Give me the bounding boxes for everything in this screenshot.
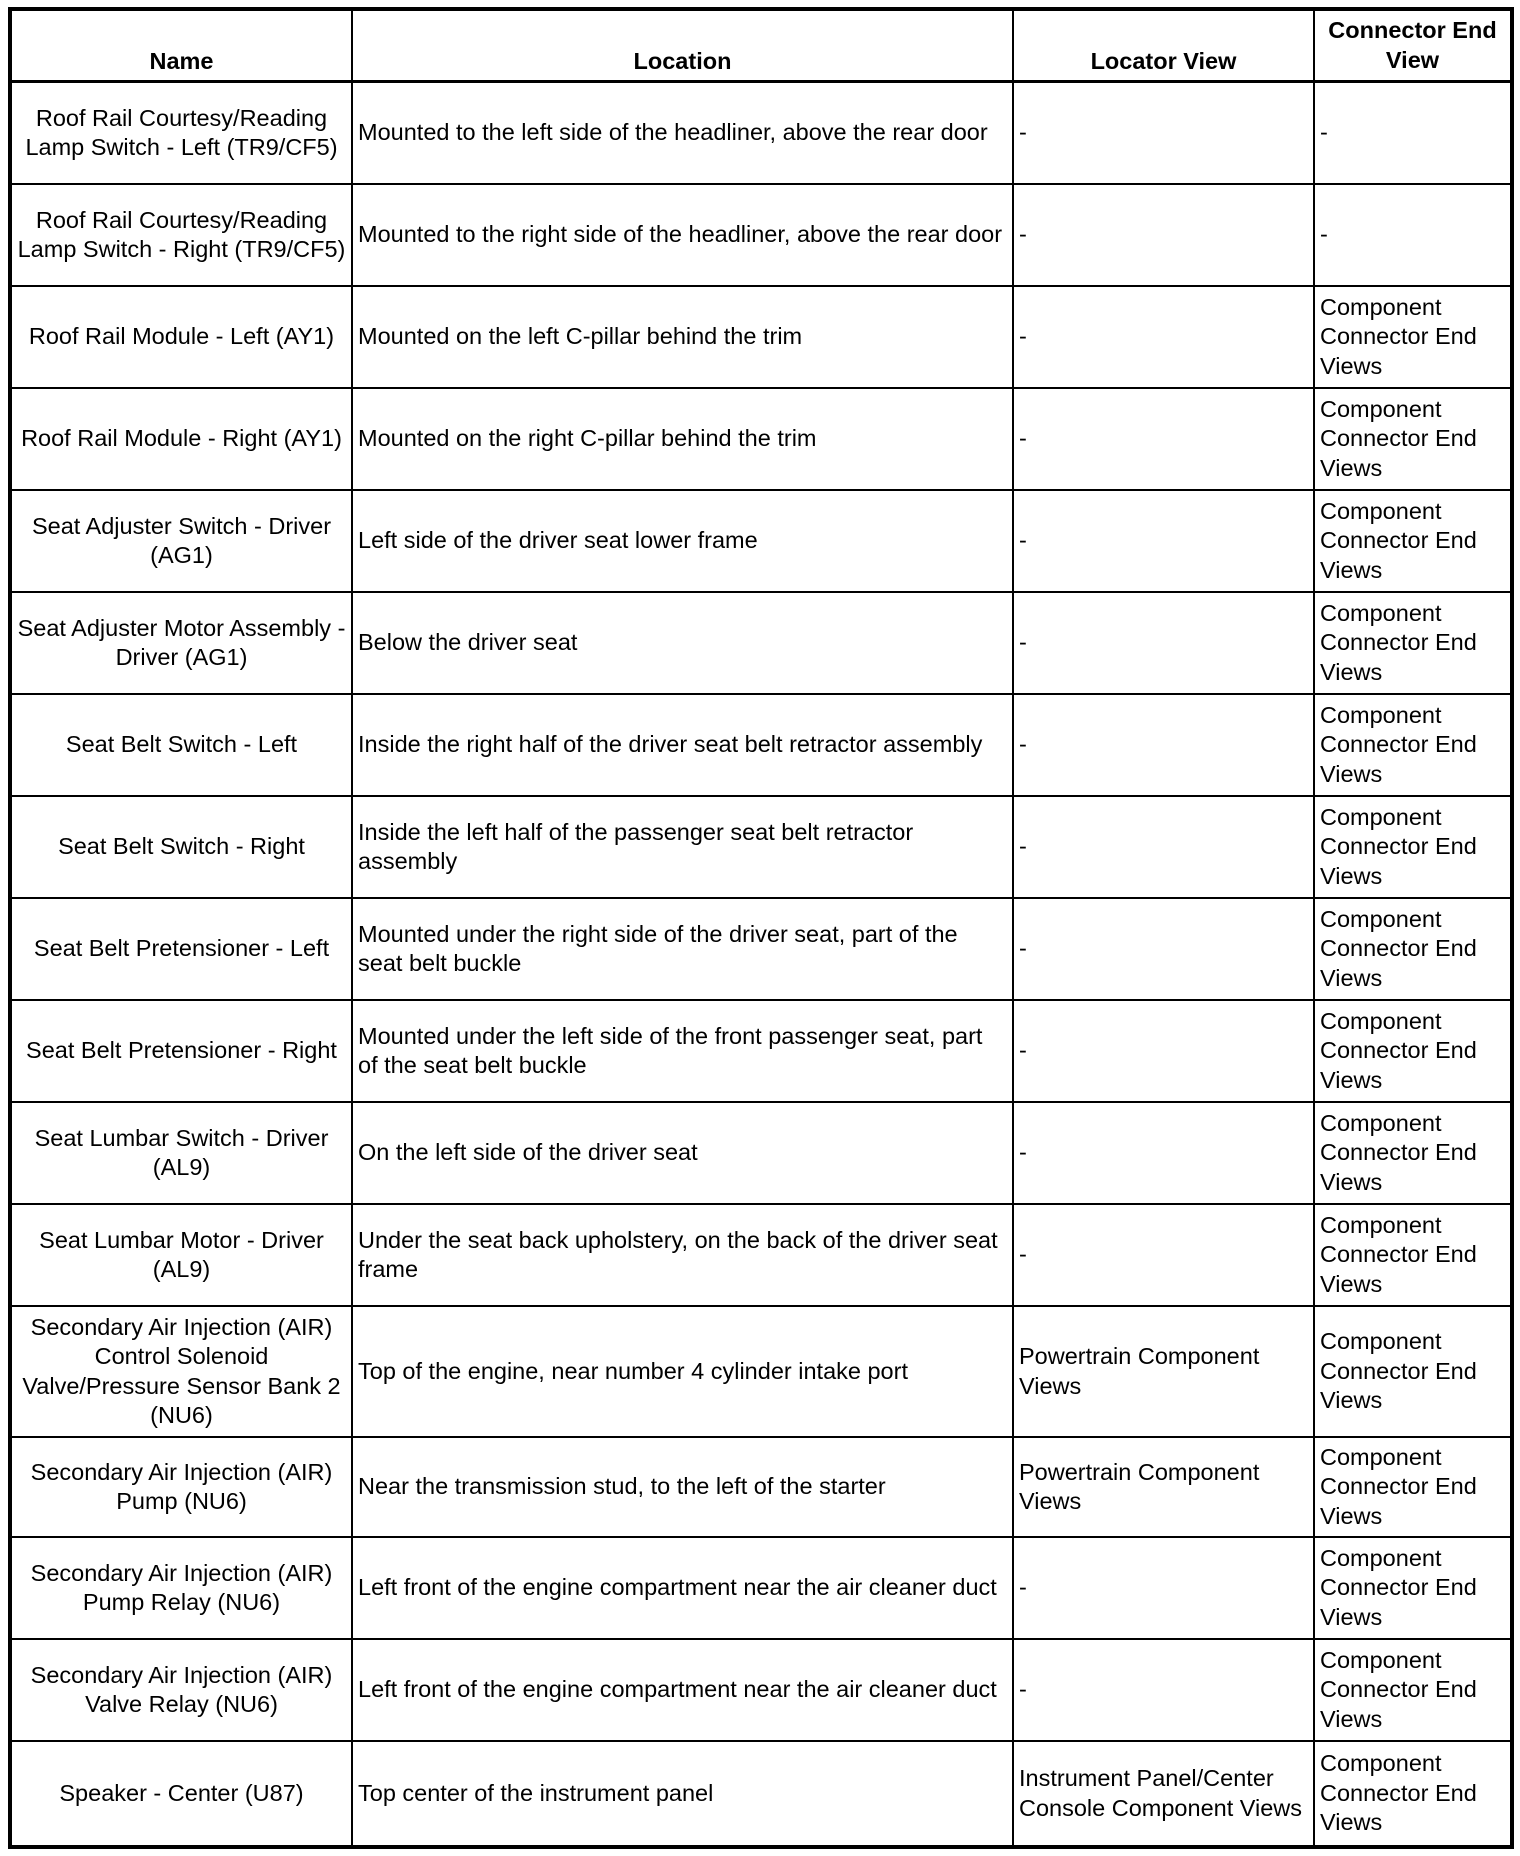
cell-locator-view: -: [1013, 184, 1314, 286]
cell-connector-end-view: Component Connector End Views: [1314, 1741, 1512, 1847]
cell-location: Mounted on the left C-pillar behind the trim: [352, 286, 1013, 388]
cell-name: Roof Rail Courtesy/Reading Lamp Switch - Left (TR9/CF5): [10, 82, 352, 185]
cell-locator-view: -: [1013, 694, 1314, 796]
cell-location: Top center of the instrument panel: [352, 1741, 1013, 1847]
table-row: [10, 1306, 1512, 1437]
cell-connector-end-view: Component Connector End Views: [1314, 490, 1512, 592]
component-locator-table-container: [8, 7, 1514, 1849]
cell-locator-view: -: [1013, 82, 1314, 185]
cell-locator-view: Instrument Panel/Center Console Component Views: [1013, 1741, 1314, 1847]
cell-connector-end-view: Component Connector End Views: [1314, 388, 1512, 490]
cell-locator-view: -: [1013, 796, 1314, 898]
cell-connector-end-view: Component Connector End Views: [1314, 1204, 1512, 1306]
table-row: [10, 1000, 1512, 1102]
cell-location: Under the seat back upholstery, on the back of the driver seat frame: [352, 1204, 1013, 1306]
cell-connector-end-view: Component Connector End Views: [1314, 1437, 1512, 1537]
cell-locator-view: -: [1013, 898, 1314, 1000]
table-row: [10, 592, 1512, 694]
cell-connector-end-view: Component Connector End Views: [1314, 1537, 1512, 1639]
cell-name: Secondary Air Injection (AIR) Control Solenoid Valve/Pressure Sensor Bank 2 (NU6): [10, 1306, 352, 1437]
header-row: [10, 9, 1512, 82]
cell-name: Roof Rail Module - Right (AY1): [10, 388, 352, 490]
cell-name: Roof Rail Courtesy/Reading Lamp Switch - Right (TR9/CF5): [10, 184, 352, 286]
table-row: [10, 898, 1512, 1000]
cell-connector-end-view: Component Connector End Views: [1314, 1639, 1512, 1741]
cell-location: Mounted under the right side of the driver seat, part of the seat belt buckle: [352, 898, 1013, 1000]
cell-location: Near the transmission stud, to the left of the starter: [352, 1437, 1013, 1537]
cell-locator-view: Powertrain Component Views: [1013, 1437, 1314, 1537]
cell-location: Inside the left half of the passenger seat belt retractor assembly: [352, 796, 1013, 898]
table-row: [10, 82, 1512, 185]
cell-name: Seat Belt Switch - Right: [10, 796, 352, 898]
cell-location: Mounted to the right side of the headliner, above the rear door: [352, 184, 1013, 286]
cell-locator-view: -: [1013, 1639, 1314, 1741]
table-row: [10, 1437, 1512, 1537]
table-row: [10, 694, 1512, 796]
cell-connector-end-view: Component Connector End Views: [1314, 1000, 1512, 1102]
cell-connector-end-view: -: [1314, 82, 1512, 185]
table-row: [10, 286, 1512, 388]
cell-location: Inside the right half of the driver seat belt retractor assembly: [352, 694, 1013, 796]
cell-name: Seat Lumbar Motor - Driver (AL9): [10, 1204, 352, 1306]
cell-connector-end-view: Component Connector End Views: [1314, 796, 1512, 898]
cell-name: Speaker - Center (U87): [10, 1741, 352, 1847]
cell-connector-end-view: Component Connector End Views: [1314, 592, 1512, 694]
cell-locator-view: -: [1013, 1102, 1314, 1204]
cell-location: Left front of the engine compartment near the air cleaner duct: [352, 1537, 1013, 1639]
table-row: [10, 388, 1512, 490]
table-row: [10, 1537, 1512, 1639]
cell-location: Top of the engine, near number 4 cylinder intake port: [352, 1306, 1013, 1437]
cell-locator-view: -: [1013, 1537, 1314, 1639]
cell-name: Seat Adjuster Switch - Driver (AG1): [10, 490, 352, 592]
cell-location: Mounted on the right C-pillar behind the trim: [352, 388, 1013, 490]
cell-locator-view: -: [1013, 490, 1314, 592]
cell-name: Secondary Air Injection (AIR) Pump (NU6): [10, 1437, 352, 1537]
cell-locator-view: -: [1013, 286, 1314, 388]
table-row: [10, 796, 1512, 898]
cell-locator-view: -: [1013, 1000, 1314, 1102]
cell-connector-end-view: Component Connector End Views: [1314, 1102, 1512, 1204]
cell-name: Seat Lumbar Switch - Driver (AL9): [10, 1102, 352, 1204]
table-row: [10, 184, 1512, 286]
cell-location: Mounted to the left side of the headliner, above the rear door: [352, 82, 1013, 185]
cell-location: Below the driver seat: [352, 592, 1013, 694]
table-row: [10, 1102, 1512, 1204]
cell-location: On the left side of the driver seat: [352, 1102, 1013, 1204]
cell-connector-end-view: Component Connector End Views: [1314, 286, 1512, 388]
table-row: [10, 1204, 1512, 1306]
cell-name: Seat Belt Pretensioner - Left: [10, 898, 352, 1000]
cell-name: Seat Adjuster Motor Assembly - Driver (AG1): [10, 592, 352, 694]
cell-name: Seat Belt Pretensioner - Right: [10, 1000, 352, 1102]
cell-name: Roof Rail Module - Left (AY1): [10, 286, 352, 388]
cell-locator-view: -: [1013, 592, 1314, 694]
cell-locator-view: -: [1013, 1204, 1314, 1306]
cell-location: Left side of the driver seat lower frame: [352, 490, 1013, 592]
cell-location: Mounted under the left side of the front passenger seat, part of the seat belt buckle: [352, 1000, 1013, 1102]
component-locator-table: [8, 7, 1514, 1849]
cell-connector-end-view: -: [1314, 184, 1512, 286]
header-connector-end-view: Connector End View: [1314, 9, 1512, 82]
cell-location: Left front of the engine compartment near the air cleaner duct: [352, 1639, 1013, 1741]
cell-name: Seat Belt Switch - Left: [10, 694, 352, 796]
table-row: [10, 1741, 1512, 1847]
table-row: [10, 1639, 1512, 1741]
cell-locator-view: Powertrain Component Views: [1013, 1306, 1314, 1437]
header-name: Name: [10, 9, 352, 82]
cell-connector-end-view: Component Connector End Views: [1314, 898, 1512, 1000]
table-row: [10, 490, 1512, 592]
cell-name: Secondary Air Injection (AIR) Pump Relay (NU6): [10, 1537, 352, 1639]
cell-connector-end-view: Component Connector End Views: [1314, 694, 1512, 796]
header-location: Location: [352, 9, 1013, 82]
header-locator-view: Locator View: [1013, 9, 1314, 82]
cell-name: Secondary Air Injection (AIR) Valve Relay (NU6): [10, 1639, 352, 1741]
cell-locator-view: -: [1013, 388, 1314, 490]
cell-connector-end-view: Component Connector End Views: [1314, 1306, 1512, 1437]
